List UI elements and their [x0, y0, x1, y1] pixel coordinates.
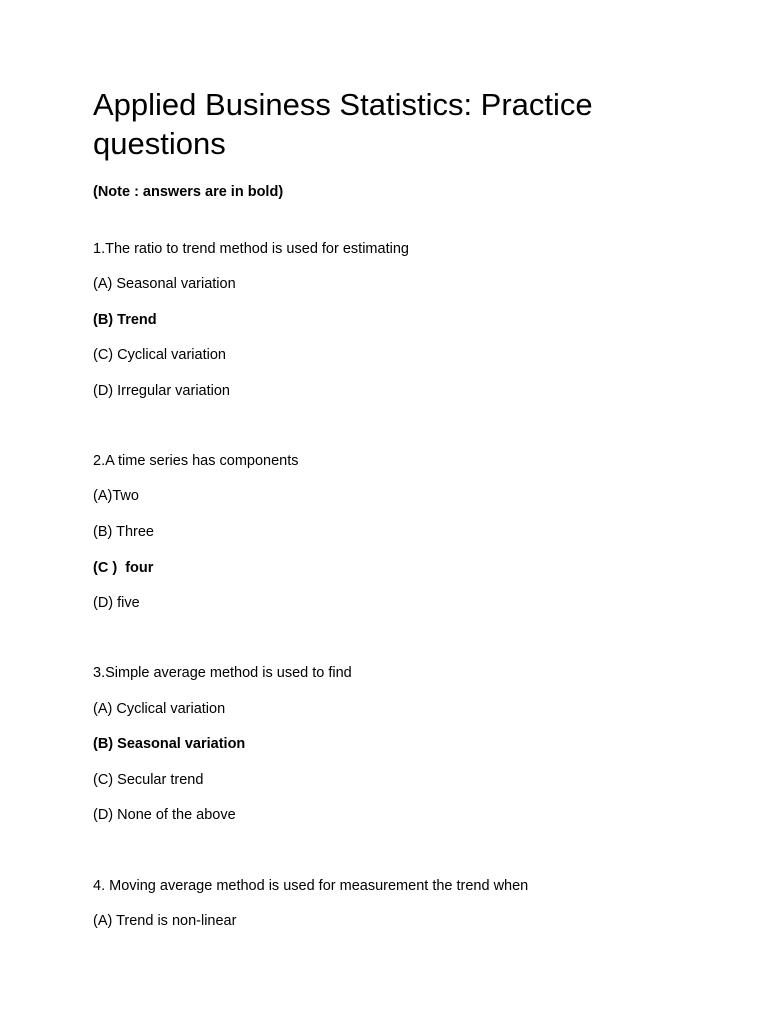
question-4-text: 4. Moving average method is used for measurement the trend when: [93, 878, 529, 894]
question-2-option-c: (C ) four: [93, 560, 154, 576]
question-1-option-a: (A) Seasonal variation: [93, 276, 236, 292]
question-1-text: 1.The ratio to trend method is used for estimating: [93, 241, 409, 257]
question-3-text: 3.Simple average method is used to find: [93, 665, 352, 681]
question-3-option-d: (D) None of the above: [93, 807, 236, 823]
question-3-option-b: (B) Seasonal variation: [93, 736, 246, 752]
question-2-text: 2.A time series has components: [93, 453, 299, 469]
question-2-option-d: (D) five: [93, 595, 140, 611]
question-4-option-a: (A) Trend is non-linear: [93, 913, 237, 929]
question-2-option-b: (B) Three: [93, 524, 154, 540]
question-1-option-d: (D) Irregular variation: [93, 383, 230, 399]
question-2-option-a: (A)Two: [93, 488, 139, 504]
answer-note: (Note : answers are in bold): [93, 184, 284, 200]
question-1-option-b: (B) Trend: [93, 312, 157, 328]
question-3-option-c: (C) Secular trend: [93, 772, 204, 788]
page-title: Applied Business Statistics: Practice questions: [93, 87, 593, 161]
question-1-option-c: (C) Cyclical variation: [93, 347, 226, 363]
question-3-option-a: (A) Cyclical variation: [93, 701, 226, 717]
